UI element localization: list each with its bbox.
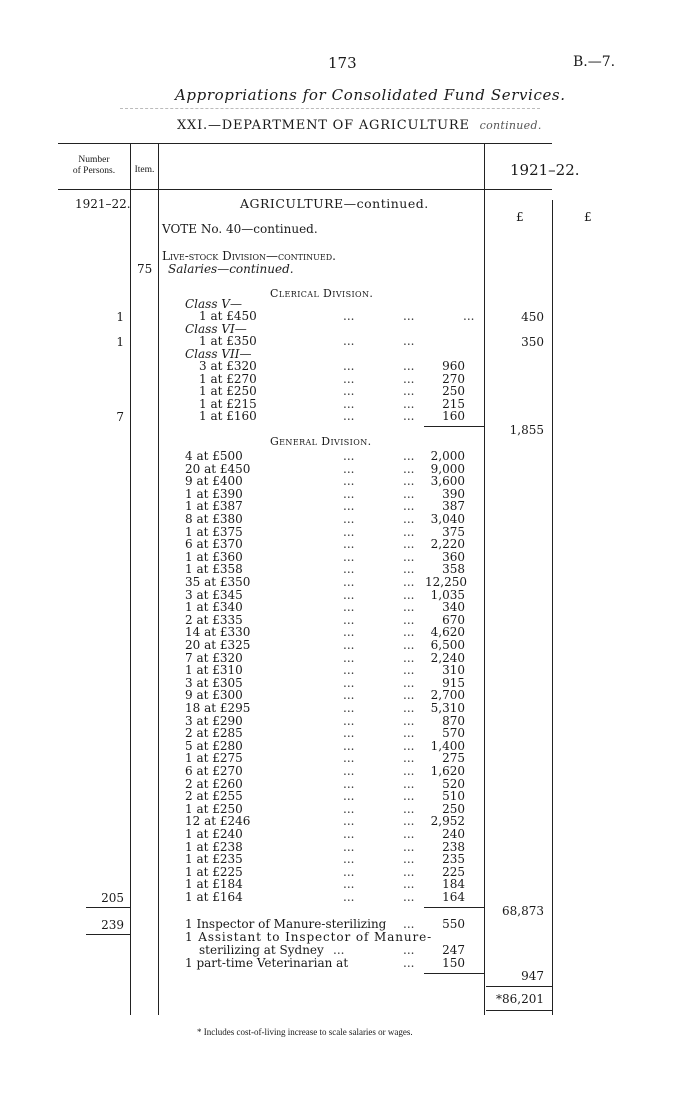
pound-sign-a: £	[516, 210, 524, 224]
leader-dots: ...	[343, 309, 355, 323]
clerical-heading: Clerical Division.	[270, 287, 374, 300]
general-row-amount: 2,700	[430, 688, 465, 703]
general-row-label: 5 at £280	[185, 738, 243, 753]
general-row-label: 1 at £235	[185, 852, 243, 867]
class5-row-label: 1 at £450	[199, 309, 257, 323]
general-row-label: 2 at £260	[185, 776, 243, 791]
leader-dots: ...	[343, 486, 355, 501]
general-row-amount: 2,220	[430, 537, 465, 552]
general-row-label: 1 at £184	[185, 877, 243, 892]
leader-dots: ...	[403, 663, 415, 678]
general-row-amount: 870	[442, 713, 465, 728]
general-row-amount: 225	[442, 864, 465, 879]
general-row-amount: 1,400	[430, 738, 465, 753]
general-row-label: 6 at £270	[185, 764, 243, 778]
inspector-label: 1 Inspector of Manure-sterilizing	[185, 917, 387, 931]
general-row-amount: 3,600	[430, 474, 465, 489]
grand-total-rule-bottom	[486, 1010, 552, 1011]
class7-row-label: 3 at £320	[199, 359, 257, 373]
leader-dots: ...	[343, 612, 355, 627]
leader-dots: ...	[403, 449, 415, 463]
leader-dots: ...	[343, 738, 355, 753]
leader-dots: ...	[403, 562, 415, 577]
leader-dots: ...	[343, 713, 355, 728]
general-row-amount: 250	[442, 801, 465, 816]
general-row-amount: 390	[442, 486, 465, 501]
leader-dots: ...	[403, 751, 415, 766]
general-row-label: 3 at £345	[185, 587, 243, 602]
general-row-label: 1 at £250	[185, 801, 243, 816]
class7-persons: 7	[116, 410, 124, 424]
general-row-label: 1 at £164	[185, 890, 243, 904]
leader-dots: ...	[403, 852, 415, 867]
general-row-label: 35 at £350	[185, 575, 251, 589]
grand-total-rule-top	[486, 986, 552, 987]
class7-row-amount: 250	[442, 384, 465, 399]
leader-dots: ...	[403, 309, 415, 323]
leader-dots: ...	[403, 474, 415, 489]
general-row-amount: 387	[442, 499, 465, 514]
leader-dots: ...	[403, 814, 415, 829]
general-row-label: 20 at £325	[185, 638, 251, 652]
leader-dots: ...	[403, 890, 415, 904]
general-row-label: 1 at £390	[185, 486, 243, 501]
leader-dots: ...	[343, 409, 355, 424]
leader-dots: ...	[403, 701, 415, 715]
general-row-amount: 2,240	[430, 650, 465, 665]
general-row-amount: 240	[442, 827, 465, 841]
leader-dots: ...	[403, 587, 415, 602]
general-row-amount: 235	[442, 852, 465, 867]
general-row-amount: 2,952	[430, 814, 465, 829]
leader-dots: ...	[403, 688, 415, 703]
leader-dots: ...	[403, 864, 415, 879]
header-number-of-persons	[60, 155, 128, 177]
class6-label: Class VI—	[185, 322, 247, 336]
header-item: Item.	[134, 165, 155, 175]
class7-row-amount: 270	[442, 371, 465, 386]
class7-sum-rule	[424, 426, 484, 427]
leader-dots: ...	[343, 852, 355, 867]
general-row-label: 1 at £387	[185, 499, 243, 514]
leader-dots: ...	[403, 512, 415, 526]
leader-dots: ...	[343, 776, 355, 791]
leader-dots: ...	[403, 486, 415, 501]
general-row-label: 2 at £255	[185, 789, 243, 804]
class7-label: Class VII—	[185, 347, 252, 361]
leader-dots: ...	[403, 801, 415, 816]
leader-dots: ...	[333, 943, 345, 957]
leader-dots: ...	[403, 638, 415, 652]
class7-row-amount: 215	[442, 396, 465, 411]
leader-dots: ...	[403, 575, 415, 589]
general-row-amount: 12,250	[425, 575, 467, 589]
page-title: Appropriations for Consolidated Fund Services.	[175, 86, 566, 104]
general-row-amount: 570	[442, 726, 465, 741]
item-number: 75	[137, 262, 153, 276]
leader-dots: ...	[343, 461, 355, 476]
leader-dots: ...	[343, 537, 355, 552]
leader-dots: ...	[343, 890, 355, 904]
general-row-amount: 358	[442, 562, 465, 577]
general-row-label: 3 at £305	[185, 675, 243, 690]
leader-dots: ...	[403, 334, 415, 348]
leader-dots: ...	[403, 726, 415, 741]
leader-dots: ...	[403, 537, 415, 552]
general-row-amount: 184	[442, 877, 465, 892]
leader-dots: ...	[343, 864, 355, 879]
assistant-label: 1 Assistant to Inspector of Manure-	[185, 930, 433, 944]
header-year: 1921–22.	[510, 161, 580, 179]
footnote: * Includes cost-of-living increase to scale salaries or wages.	[197, 1027, 413, 1037]
leader-dots: ...	[403, 877, 415, 892]
general-row-label: 1 at £310	[185, 663, 243, 678]
leader-dots: ...	[343, 663, 355, 678]
leader-dots: ...	[343, 751, 355, 766]
leader-dots: ...	[343, 562, 355, 577]
leader-dots: ...	[343, 600, 355, 615]
leader-dots: ...	[343, 396, 355, 411]
header-of-persons: of Persons.	[72, 166, 116, 176]
leader-dots: ...	[343, 512, 355, 526]
general-row-label: 4 at £500	[185, 449, 243, 463]
general-row-amount: 1,620	[430, 764, 465, 778]
general-row-label: 3 at £290	[185, 713, 243, 728]
leader-dots: ...	[343, 334, 355, 348]
leader-dots: ...	[403, 625, 415, 640]
general-heading: General Division.	[270, 435, 372, 448]
general-row-label: 6 at £370	[185, 537, 243, 552]
leader-dots: ...	[343, 499, 355, 514]
leader-dots: ...	[403, 371, 415, 386]
class7-row-label: 1 at £250	[199, 384, 257, 399]
general-row-label: 1 at £340	[185, 600, 243, 615]
class7-total: 1,855	[509, 423, 544, 437]
persons-sum-rule	[86, 907, 130, 908]
salaries-heading: Salaries—continued.	[168, 262, 294, 276]
leader-dots: ...	[343, 726, 355, 741]
leader-dots: ...	[343, 524, 355, 539]
leader-dots: ...	[403, 956, 415, 970]
persons-total-rule	[86, 934, 130, 935]
pound-sign-b: £	[584, 210, 592, 224]
class6-row-label: 1 at £350	[199, 334, 257, 348]
leader-dots: ...	[403, 675, 415, 690]
general-row-label: 1 at £240	[185, 827, 243, 841]
leader-dots: ...	[403, 839, 415, 854]
class5-total: 450	[521, 310, 544, 324]
general-row-amount: 670	[442, 612, 465, 627]
leader-dots: ...	[403, 384, 415, 399]
general-row-label: 1 at £238	[185, 839, 243, 854]
leader-dots: ...	[343, 877, 355, 892]
general-row-amount: 1,035	[430, 587, 465, 602]
grand-total: *86,201	[496, 992, 544, 1006]
assistant-label-2: sterilizing at Sydney	[199, 943, 324, 957]
general-row-label: 9 at £300	[185, 688, 243, 703]
inspector-amount: 550	[442, 917, 465, 931]
section-heading: AGRICULTURE—continued.	[240, 196, 429, 211]
col-line-item	[158, 143, 159, 1015]
col-line-year	[552, 200, 553, 1015]
persons-year: 1921–22.	[75, 197, 131, 211]
general-total: 68,873	[502, 904, 544, 918]
others-sum-rule	[424, 973, 484, 974]
leader-dots: ...	[403, 943, 415, 957]
leader-dots: ...	[403, 776, 415, 791]
leader-dots: ...	[403, 827, 415, 841]
class7-row-amount: 160	[442, 409, 465, 424]
general-row-amount: 520	[442, 776, 465, 791]
general-row-amount: 164	[442, 890, 465, 904]
leader-dots: ...	[403, 359, 415, 373]
general-row-label: 1 at £360	[185, 549, 243, 564]
general-row-amount: 2,000	[430, 449, 465, 463]
header-number: Number	[78, 155, 110, 165]
assistant-amount: 247	[442, 943, 465, 957]
col-line-persons	[130, 143, 131, 1015]
page-reference: B.—7.	[573, 54, 616, 70]
leader-dots: ...	[343, 625, 355, 640]
class5-label: Class V—	[185, 297, 242, 311]
leader-dots: ...	[403, 738, 415, 753]
general-row-label: 14 at £330	[185, 625, 251, 640]
leader-dots: ...	[343, 371, 355, 386]
leader-dots: ...	[343, 701, 355, 715]
general-persons: 205	[101, 891, 124, 905]
leader-dots: ...	[403, 789, 415, 804]
general-row-label: 1 at £275	[185, 751, 243, 766]
leader-dots: ...	[343, 587, 355, 602]
leader-dots: ...	[343, 474, 355, 489]
leader-dots: ...	[403, 499, 415, 514]
general-row-amount: 238	[442, 839, 465, 854]
leader-dots: ...	[343, 359, 355, 373]
general-row-amount: 340	[442, 600, 465, 615]
department-heading	[177, 118, 542, 133]
page-number: 173	[328, 54, 357, 72]
general-row-label: 20 at £450	[185, 461, 251, 476]
class7-row-label: 1 at £160	[199, 409, 257, 424]
general-row-amount: 275	[442, 751, 465, 766]
general-row-amount: 5,310	[430, 701, 465, 715]
table-header-rule	[58, 189, 552, 190]
general-row-label: 18 at £295	[185, 701, 251, 715]
leader-dots: ...	[343, 384, 355, 399]
total-persons: 239	[101, 918, 124, 932]
others-total: 947	[521, 969, 544, 983]
leader-dots: ...	[403, 409, 415, 424]
general-sum-rule	[424, 907, 484, 908]
leader-dots: ...	[403, 917, 415, 931]
leader-dots: ...	[463, 309, 475, 323]
general-row-amount: 6,500	[430, 638, 465, 652]
leader-dots: ...	[343, 549, 355, 564]
leader-dots: ...	[403, 396, 415, 411]
leader-dots: ...	[403, 524, 415, 539]
leader-dots: ...	[343, 675, 355, 690]
general-row-label: 8 at £380	[185, 512, 243, 526]
general-row-label: 2 at £285	[185, 726, 243, 741]
vet-label: 1 part-time Veterinarian at	[185, 956, 349, 970]
leader-dots: ...	[343, 638, 355, 652]
leader-dots: ...	[343, 839, 355, 854]
livestock-heading: Live-stock Division—continued.	[162, 249, 336, 263]
col-line-amount	[484, 143, 485, 1015]
general-row-amount: 3,040	[430, 512, 465, 526]
leader-dots: ...	[403, 549, 415, 564]
leader-dots: ...	[343, 801, 355, 816]
class7-row-amount: 960	[442, 359, 465, 373]
leader-dots: ...	[343, 575, 355, 589]
department-name: XXI.—DEPARTMENT OF AGRICULTURE	[177, 118, 470, 133]
class6-total: 350	[521, 335, 544, 349]
leader-dots: ...	[343, 789, 355, 804]
general-row-amount: 510	[442, 789, 465, 804]
leader-dots: ...	[403, 713, 415, 728]
leader-dots: ...	[343, 650, 355, 665]
leader-dots: ...	[343, 688, 355, 703]
leader-dots: ...	[343, 449, 355, 463]
leader-dots: ...	[343, 814, 355, 829]
general-row-label: 1 at £375	[185, 524, 243, 539]
table-top-rule	[58, 143, 552, 144]
title-rule	[120, 108, 540, 109]
general-row-label: 2 at £335	[185, 612, 243, 627]
class5-persons: 1	[116, 310, 124, 324]
class7-row-label: 1 at £215	[199, 396, 257, 411]
general-row-label: 1 at £358	[185, 562, 243, 577]
leader-dots: ...	[343, 764, 355, 778]
general-row-amount: 9,000	[430, 461, 465, 476]
general-row-amount: 915	[442, 675, 465, 690]
general-row-label: 9 at £400	[185, 474, 243, 489]
leader-dots: ...	[403, 764, 415, 778]
general-row-amount: 4,620	[430, 625, 465, 640]
general-row-label: 1 at £225	[185, 864, 243, 879]
leader-dots: ...	[403, 612, 415, 627]
vet-amount: 150	[442, 956, 465, 970]
leader-dots: ...	[343, 827, 355, 841]
leader-dots: ...	[403, 461, 415, 476]
general-row-amount: 375	[442, 524, 465, 539]
class7-row-label: 1 at £270	[199, 371, 257, 386]
general-row-amount: 360	[442, 549, 465, 564]
general-row-label: 7 at £320	[185, 650, 243, 665]
leader-dots: ...	[403, 650, 415, 665]
general-row-amount: 310	[442, 663, 465, 678]
general-row-label: 12 at £246	[185, 814, 251, 829]
class6-persons: 1	[116, 335, 124, 349]
leader-dots: ...	[403, 600, 415, 615]
vote-heading: VOTE No. 40—continued.	[162, 222, 318, 236]
department-continued: continued.	[479, 119, 542, 132]
